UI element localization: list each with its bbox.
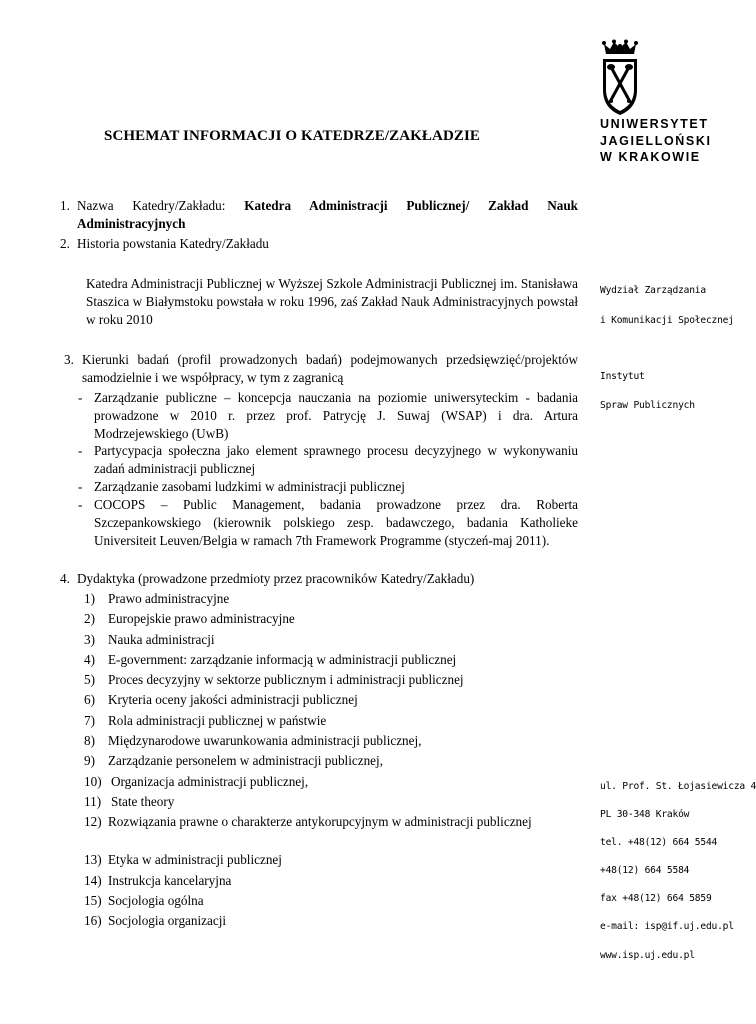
list-item: - Zarządzanie publiczne – koncepcja nauczania na poziomie uniwersyteckim - badania prowadzone w 2010 r. przez prof. Patrycję J. Suwaj (WSAP) i dra. Artura Modrzejewskiego (UwB) xyxy=(78,390,578,441)
university-line-1: UNIWERSYTET xyxy=(600,117,709,131)
section-4-number: 4. xyxy=(60,571,70,586)
course-number: 3) xyxy=(84,631,95,647)
address-phone-2: +48(12) 664 5584 xyxy=(600,865,690,876)
course-number: 5) xyxy=(84,672,95,688)
course-number: 15) xyxy=(84,892,102,908)
list-item: - Partycypacja społeczna jako element sprawnego procesu decyzyjnego w wykonywaniu zadań administracji publicznej xyxy=(78,443,578,476)
course-title: Kryteria oceny jakości administracji publicznej xyxy=(108,692,358,708)
list-item: - COCOPS – Public Management, badania prowadzone przez dra. Roberta Szczepankowskiego (kierownik polskiego zesp. badawczego, badania Katholieke Universiteit Leuven/Belgia w ramach 7th Framework Programme (styczeń-maj 2011). xyxy=(78,497,578,548)
list-item xyxy=(84,773,578,793)
university-line-2: JAGIELLOŃSKI xyxy=(600,133,712,148)
list-item xyxy=(84,752,578,772)
list-item xyxy=(84,912,578,932)
course-number: 14) xyxy=(84,872,102,888)
course-number: 13) xyxy=(84,852,102,868)
course-title: Nauka administracji xyxy=(108,631,215,647)
section-1-label: Nazwa Katedry/Zakładu: xyxy=(77,198,226,213)
course-number: 1) xyxy=(84,591,95,606)
section-3-label: Kierunki badań (profil prowadzonych badań) podejmowanych przedsięwzięć/projektów samodzielnie i we współpracy, w tym z zagranicą xyxy=(82,352,578,385)
list-item xyxy=(84,851,578,871)
list-item xyxy=(84,712,578,732)
list-item xyxy=(84,892,578,912)
bullet-text: Zarządzanie zasobami ludzkimi w administracji publicznej xyxy=(94,479,405,494)
course-title: Instrukcja kancelaryjna xyxy=(108,872,232,888)
page-title: SCHEMAT INFORMACJI O KATEDRZE/ZAKŁADZIE xyxy=(104,128,481,144)
institute-line-2: Spraw Publicznych xyxy=(600,400,695,411)
section-2-body: Katedra Administracji Publicznej w Wyższej Szkole Administracji Publicznej im. Stanisława Staszica w Białymstoku powstała w roku 1996, zaś Zakład Nauk Administracyjnych powstał w roku 2010 xyxy=(86,276,578,327)
section-1-number: 1. xyxy=(60,198,70,213)
section-1-value: Katedra Administracji Publicznej/ Zakład Nauk Administracyjnych xyxy=(77,198,578,231)
course-title: Zarządzanie personelem w administracji publicznej, xyxy=(108,753,383,769)
university-name xyxy=(600,116,712,166)
section-4 xyxy=(60,570,578,588)
address-website[interactable]: www.isp.uj.edu.pl xyxy=(600,950,695,961)
course-title: Rola administracji publicznej w państwie xyxy=(108,712,327,728)
bullet-text: COCOPS – Public Management, badania prowadzone przez dra. Roberta Szczepankowskiego (kierownik polskiego zesp. badawczego, badania Katholieke Universiteit Leuven/Belgia w ramach 7th Framework Programme (styczeń-maj 2011). xyxy=(94,497,578,548)
list-item: - Zarządzanie zasobami ludzkimi w administracji publicznej xyxy=(78,478,578,496)
course-title: E-government: zarządzanie informacją w administracji publicznej xyxy=(108,651,457,667)
section-1 xyxy=(60,197,578,233)
list-item xyxy=(84,590,578,610)
course-number: 10) xyxy=(84,773,102,789)
course-list xyxy=(84,590,578,932)
list-item xyxy=(84,793,578,813)
list-item xyxy=(84,610,578,630)
address-email[interactable]: e-mail: isp@if.uj.edu.pl xyxy=(600,921,734,932)
section-1-text xyxy=(77,197,578,233)
course-number: 7) xyxy=(84,712,95,728)
bullet-text: Partycypacja społeczna jako element sprawnego procesu decyzyjnego w wykonywaniu zadań administracji publicznej xyxy=(94,443,578,476)
address-fax: fax +48(12) 664 5859 xyxy=(600,893,712,904)
course-title: Prawo administracyjne xyxy=(108,591,230,606)
list-item xyxy=(84,691,578,711)
faculty-line-1: Wydział Zarządzania xyxy=(600,285,706,296)
section-3-bullet-list xyxy=(78,389,578,549)
course-number: 9) xyxy=(84,753,95,769)
section-4-label: Dydaktyka (prowadzone przedmioty przez pracowników Katedry/Zakładu) xyxy=(77,571,475,586)
course-number: 6) xyxy=(84,692,95,708)
section-3 xyxy=(60,351,578,387)
course-title: Proces decyzyjny w sektorze publicznym i administracji publicznej xyxy=(108,672,464,688)
course-title: Etyka w administracji publicznej xyxy=(108,852,282,868)
course-title: Rozwiązania prawne o charakterze antykorupcyjnym w administracji publicznej xyxy=(108,814,532,830)
list-item xyxy=(84,671,578,691)
course-title: Międzynarodowe uwarunkowania administracji publicznej, xyxy=(108,733,422,749)
course-number: 12) xyxy=(84,814,102,830)
course-number: 2) xyxy=(84,611,95,627)
list-item xyxy=(84,813,578,851)
course-title: Socjologia ogólna xyxy=(108,892,204,908)
address-street: ul. Prof. St. Łojasiewicza 4 xyxy=(600,781,756,792)
course-number: 11) xyxy=(84,793,102,809)
list-item xyxy=(84,732,578,752)
institute-line-1: Instytut xyxy=(600,371,645,382)
course-number: 16) xyxy=(84,913,102,929)
bullet-text: Zarządzanie publiczne – koncepcja nauczania na poziomie uniwersyteckim - badania prowadzone w 2010 r. przez prof. Patrycję J. Suwaj (WSAP) i dra. Artura Modrzejewskiego (UwB) xyxy=(94,390,578,441)
course-number: 4) xyxy=(84,651,95,667)
course-title: Socjologia organizacji xyxy=(108,913,227,929)
section-2-label: Historia powstania Katedry/Zakładu xyxy=(77,236,269,251)
address-phone-1: tel. +48(12) 664 5544 xyxy=(600,837,718,848)
list-item xyxy=(84,651,578,671)
faculty-line-2: i Komunikacji Społecznej xyxy=(600,315,734,326)
section-3-number: 3. xyxy=(64,352,74,367)
address-city: PL 30-348 Kraków xyxy=(600,809,690,820)
section-2 xyxy=(60,235,578,253)
course-title: State theory xyxy=(111,793,175,809)
section-2-number: 2. xyxy=(60,236,70,251)
course-title: Europejskie prawo administracyjne xyxy=(108,611,295,627)
crest-icon xyxy=(600,40,640,118)
list-item xyxy=(84,631,578,651)
course-title: Organizacja administracji publicznej, xyxy=(111,773,309,789)
course-number: 8) xyxy=(84,733,95,749)
list-item xyxy=(84,872,578,892)
university-line-3: W KRAKOWIE xyxy=(600,150,701,164)
